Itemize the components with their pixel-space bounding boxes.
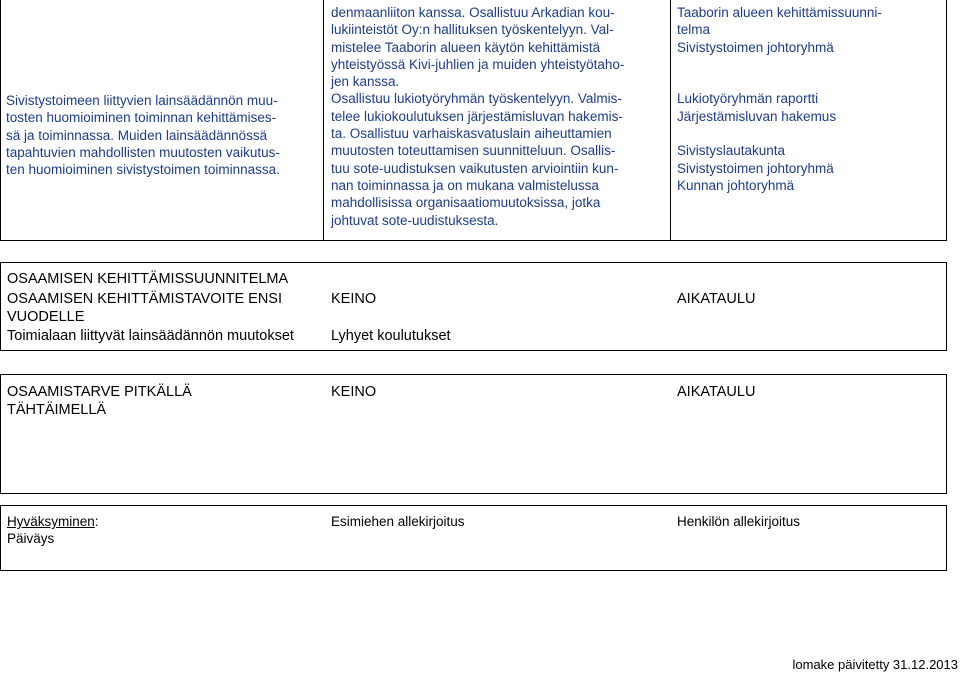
text-line: nan toiminnassa ja on mukana valmistelussa	[331, 177, 599, 193]
text-line: sä ja toiminnassa. Muiden lainsäädännössä	[6, 127, 268, 143]
text-line: Kunnan johtoryhmä	[677, 177, 795, 193]
activities-description	[331, 4, 667, 229]
approval-border-right	[946, 505, 947, 571]
table-border-right	[946, 0, 947, 241]
plan-border-left	[0, 262, 1, 351]
table-border-left	[0, 0, 1, 241]
approval-label-block	[7, 513, 99, 548]
text-line: ten huomioiminen sivistystoimen toiminnassa.	[6, 162, 280, 178]
plan-border-bottom	[0, 350, 947, 351]
text-line: johtuvat sote-uudistuksesta.	[331, 212, 499, 228]
text-line	[677, 56, 943, 73]
plan-border-right	[946, 262, 947, 351]
text-line: mistelee Taaborin alueen käytön kehittämistä	[331, 39, 601, 55]
goal-header	[7, 290, 282, 326]
text-line: jen kanssa.	[331, 74, 400, 90]
longterm-header-line: TÄHTÄIMELLÄ	[7, 402, 107, 418]
longterm-means-header: KEINO	[331, 384, 377, 400]
text-line: ta. Osallistuu varhaiskasvatuslain aiheuttamien	[331, 126, 612, 142]
longterm-border-right	[946, 374, 947, 494]
text-line: Taaborin alueen kehittämissuunni-	[677, 5, 882, 20]
personal-signature-label: Henkilön allekirjoitus	[677, 514, 801, 529]
text-line: lukiinteistöt Oy:n hallituksen työskentelyyn. Val-	[331, 22, 614, 38]
text-line: yhteistyössä Kivi-juhlien ja muiden yhteistyötaho-	[331, 56, 625, 72]
text-line: Lukiotyöryhmän raportti	[677, 91, 819, 107]
longterm-border-bottom	[0, 493, 947, 494]
text-line: tapahtuvien mahdollisten muutosten vaikutus-	[6, 144, 280, 160]
longterm-header	[7, 383, 192, 419]
text-line: tosten huomioiminen toiminnan kehittämises-	[6, 110, 277, 126]
table-border-bottom	[0, 240, 947, 241]
table-divider-2	[670, 0, 671, 241]
text-line: Järjestämisluvan hakemus	[677, 108, 837, 124]
goal-header-line: OSAAMISEN KEHITTÄMISTAVOITE ENSI	[7, 291, 283, 307]
means-header: KEINO	[331, 291, 377, 307]
text-line: mahdollisissa organisaatiomuutoksissa, jotka	[331, 195, 601, 211]
text-line: telma	[677, 22, 711, 38]
date-label: Päiväys	[7, 531, 55, 547]
approval-border-bottom	[0, 570, 947, 571]
table-divider-1	[323, 0, 324, 241]
text-line: Sivistystoimen johtoryhmä	[677, 39, 834, 55]
text-line: tuu sote-uudistuksen vaikutusten arviointiin kun-	[331, 160, 619, 176]
text-line: denmaanliiton kanssa. Osallistuu Arkadian kou-	[331, 5, 615, 20]
supervisor-signature-label: Esimiehen allekirjoitus	[331, 514, 465, 529]
text-line: Sivistystoimen johtoryhmä	[677, 160, 834, 176]
text-line: Sivistyslautakunta	[677, 143, 786, 159]
approval-border-top	[0, 505, 947, 506]
longterm-schedule-header: AIKATAULU	[677, 384, 756, 400]
approval-label: Hyväksyminen	[7, 514, 95, 529]
means-value: Lyhyet koulutukset	[331, 328, 451, 344]
text-line: Osallistuu lukiotyöryhmän työskentelyyn. Valmis-	[331, 91, 622, 107]
goal-value: Toimialaan liittyvät lainsäädännön muutokset	[7, 328, 294, 344]
lawchange-description	[6, 92, 318, 178]
longterm-border-left	[0, 374, 1, 494]
text-line: Sivistystoimeen liittyvien lainsäädännön muu-	[6, 93, 278, 108]
plan-border-top	[0, 262, 947, 263]
documents-list	[677, 4, 943, 194]
longterm-border-top	[0, 374, 947, 375]
text-line	[677, 125, 943, 142]
goal-header-line: VUODELLE	[7, 309, 85, 325]
longterm-header-line: OSAAMISTARVE PITKÄLLÄ	[7, 384, 192, 400]
text-line: muutosten toteuttamisen suunnitteluun. Osallis-	[331, 143, 616, 159]
schedule-header: AIKATAULU	[677, 291, 756, 307]
form-updated-date: lomake päivitetty 31.12.2013	[792, 657, 958, 672]
text-line	[677, 73, 943, 90]
plan-title: OSAAMISEN KEHITTÄMISSUUNNITELMA	[7, 271, 289, 287]
approval-colon: :	[94, 514, 99, 529]
approval-border-left	[0, 505, 1, 571]
text-line: telee lukiokoulutuksen järjestämisluvan hakemis-	[331, 108, 623, 124]
